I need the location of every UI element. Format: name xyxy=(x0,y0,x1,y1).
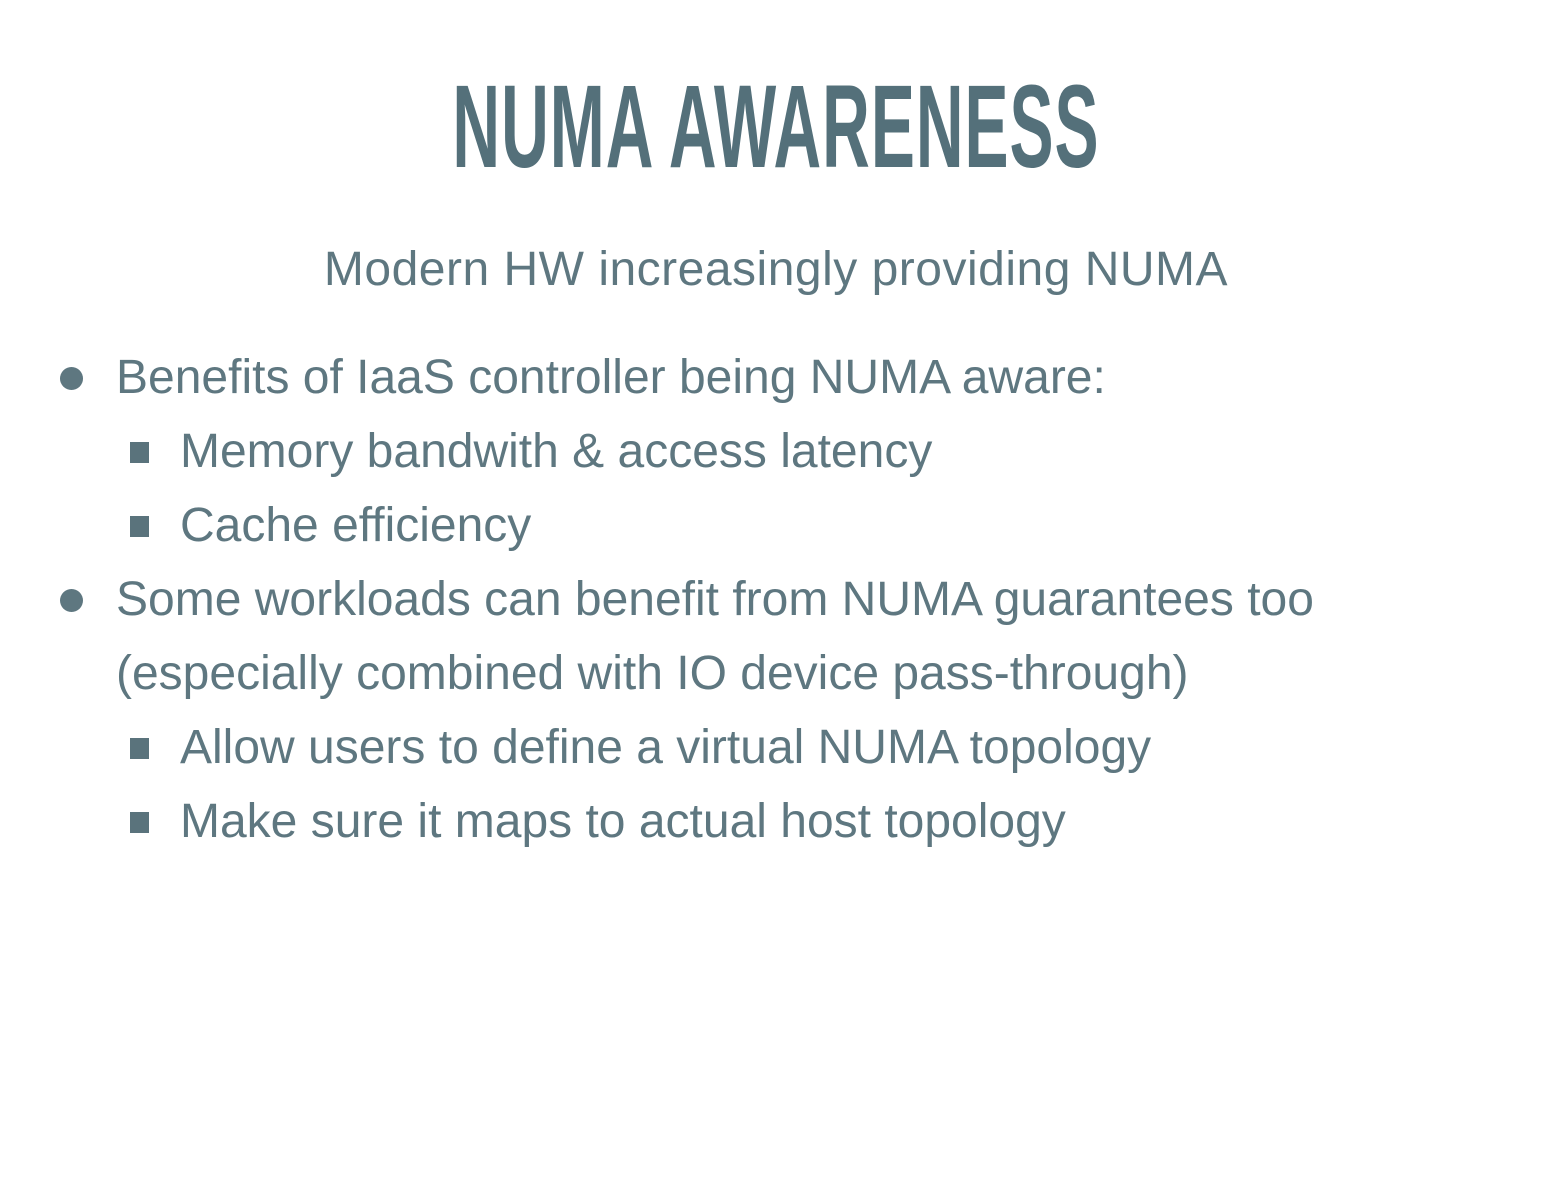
sub-bullet-marker-col xyxy=(130,415,180,463)
bullet-square-icon xyxy=(130,516,149,537)
sub-bullet-text: Make sure it maps to actual host topology xyxy=(180,795,1066,848)
sub-bullet-item xyxy=(130,489,1512,563)
sub-bullet-text: Memory bandwith & access latency xyxy=(180,425,933,478)
slide-title-container xyxy=(0,46,1552,206)
bullet-marker-col xyxy=(60,341,116,390)
sub-bullet-text: Allow users to define a virtual NUMA topology xyxy=(180,721,1152,774)
sub-bullet-item xyxy=(130,415,1512,489)
bullet-marker-col xyxy=(60,563,116,612)
sub-bullet-text: Cache efficiency xyxy=(180,499,532,552)
sub-bullet-item xyxy=(130,785,1512,859)
sub-bullet-marker-col xyxy=(130,711,180,759)
bullet-item xyxy=(60,341,1512,415)
sub-bullet-marker-col xyxy=(130,489,180,537)
bullet-text: Benefits of IaaS controller being NUMA aware: xyxy=(116,351,1106,404)
slide-body xyxy=(0,341,1552,859)
bullet-dot-icon xyxy=(60,589,83,612)
slide-title: NUMA AWARENESS xyxy=(452,60,1100,192)
bullet-square-icon xyxy=(130,738,149,759)
bullet-square-icon xyxy=(130,442,149,463)
bullet-item xyxy=(60,563,1512,711)
sub-bullet-marker-col xyxy=(130,785,180,833)
sub-bullet-item xyxy=(130,711,1512,785)
slide-subtitle: Modern HW increasingly providing NUMA xyxy=(323,243,1229,296)
bullet-dot-icon xyxy=(60,367,83,390)
bullet-text: Some workloads can benefit from NUMA guarantees too (especially combined with IO device pass-through) xyxy=(116,573,1314,700)
bullet-square-icon xyxy=(130,812,149,833)
